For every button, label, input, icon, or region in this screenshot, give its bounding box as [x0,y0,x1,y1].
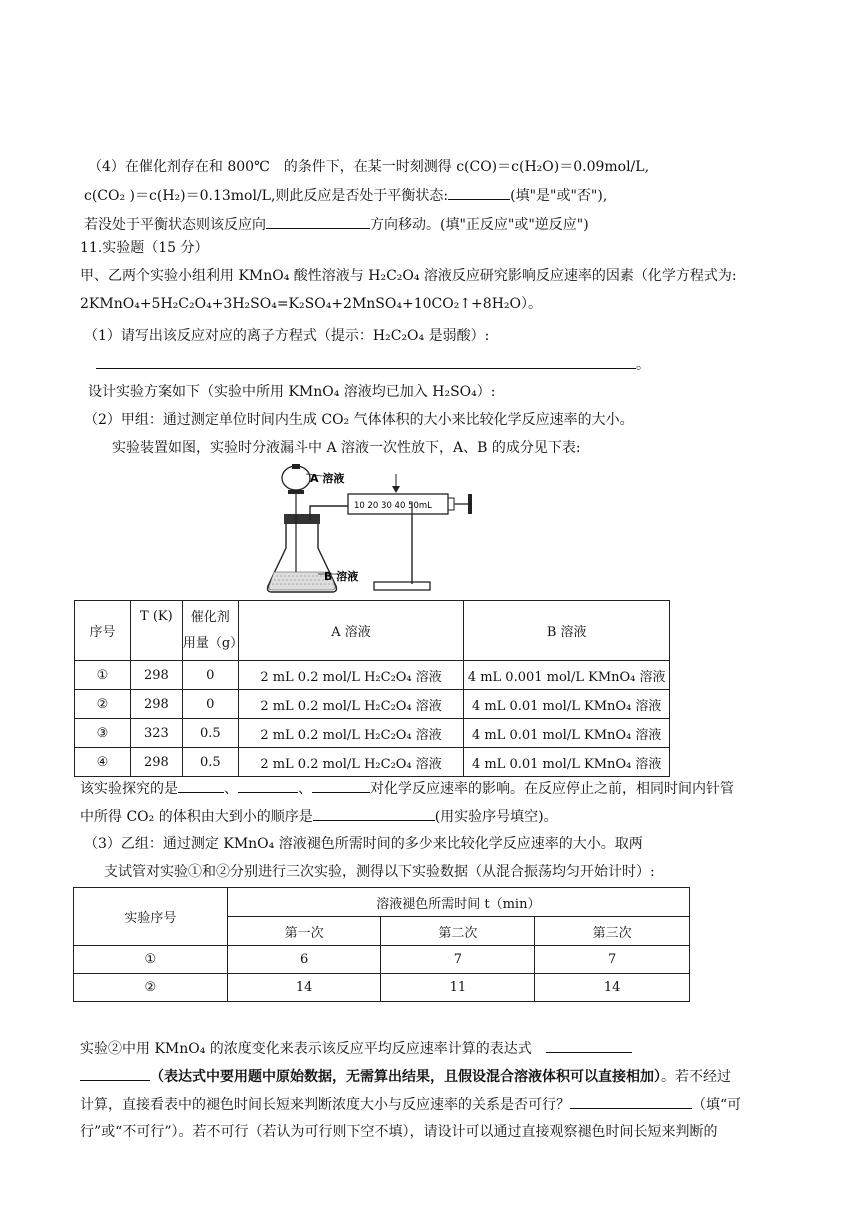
answer-blank[interactable] [266,214,370,229]
header-trial2: 第二次 [381,917,535,946]
q11-p2b: 实验装置如图，实验时分液漏斗中 A 溶液一次性放下，A、B 的成分见下表: [112,440,581,456]
table-row: ② 14 11 14 [74,974,690,1002]
q11-intro1: 甲、乙两个实验小组利用 KMnO₄ 酸性溶液与 H₂C₂O₄ 溶液反应研究影响反应速率的因素（化学方程式为: [80,268,737,284]
answer-blank[interactable] [96,354,636,369]
q11-p3: （3）乙组：通过测定 KMnO₄ 溶液褪色所需时间的多少来比较化学反应速率的大小。取两 [84,836,643,852]
after-table1-line1: 该实验探究的是 、 、 对化学反应速率的影响。在反应停止之前，相同时间内针管 [80,778,734,799]
answer-blank[interactable] [546,1038,632,1053]
time-table [73,887,690,1002]
answer-blank[interactable] [238,778,298,793]
final-line2: （表达式中要用题中原始数据，无需算出结果，且假设混合溶液体积可以直接相加）。若不经过 [80,1066,731,1087]
answer-blank[interactable] [570,1094,692,1109]
q11-p1: （1）请写出该反应对应的离子方程式（提示：H₂C₂O₄ 是弱酸）: [84,328,490,344]
table-row: ① 6 7 7 [74,946,690,974]
q11-p1-blank: 。 [96,354,650,375]
answer-blank[interactable] [178,778,224,793]
table-row: ④ 298 0.5 2 mL 0.2 mol/L H₂C₂O₄ 溶液 4 mL 0.01 mol/L KMnO₄ 溶液 [75,748,670,777]
table-row: ② 298 0 2 mL 0.2 mol/L H₂C₂O₄ 溶液 4 mL 0.01 mol/L KMnO₄ 溶液 [75,690,670,719]
q4-line3: 若没处于平衡状态则该反应向 方向移动。(填"正反应"或"逆反应") [84,214,589,235]
final-line1: 实验②中用 KMnO₄ 的浓度变化来表示该反应平均反应速率计算的表达式 [80,1038,632,1059]
header-trial3: 第三次 [535,917,690,946]
header-trial1: 第一次 [227,917,381,946]
answer-blank[interactable] [313,806,435,821]
table-row: ③ 323 0.5 2 mL 0.2 mol/L H₂C₂O₄ 溶液 4 mL 0.01 mol/L KMnO₄ 溶液 [75,719,670,748]
label-b: B 溶液 [324,570,359,583]
header-b: B 溶液 [464,601,670,661]
stopper-icon [284,514,320,524]
after-table1-line2: 中所得 CO₂ 的体积由大到小的顺序是 (用实验序号填空)。 [80,806,558,827]
funnel-icon [282,466,310,490]
header-catalyst: 催化剂 用量（g） [182,601,238,661]
apparatus-figure [262,462,482,598]
reagent-table [74,600,670,777]
table-row: ① 298 0 2 mL 0.2 mol/L H₂C₂O₄ 溶液 4 mL 0.001 mol/L KMnO₄ 溶液 [75,661,670,690]
q11-heading: 11.实验题（15 分） [80,240,209,256]
header-temp: T (K) [130,601,182,661]
q11-p3b: 支试管对实验①和②分别进行三次实验，测得以下实验数据（从混合振荡均匀开始计时）: [104,864,655,880]
answer-blank[interactable] [80,1066,150,1081]
header-a: A 溶液 [238,601,464,661]
header-index: 序号 [75,601,131,661]
header-exp: 实验序号 [74,888,228,946]
q4-line2: c(CO₂ )＝c(H₂)＝0.13mol/L,则此反应是否处于平衡状态: (填"是"或"否"), [84,185,607,206]
q11-intro2: 2KMnO₄+5H₂C₂O₄+3H₂SO₄=K₂SO₄+2MnSO₄+10CO₂↑+8H₂O）。 [80,296,542,312]
final-line4: 行”或“不可行”）。若不可行（若认为可行则下空不填），请设计可以通过直接观察褪色时间长短来判断的 [80,1124,718,1140]
header-time: 溶液褪色所需时间 t（min） [227,888,689,917]
q4-line1: （4）在催化剂存在和 800℃ 的条件下，在某一时刻测得 c(CO)＝c(H₂O)＝0.09mol/L, [88,159,650,175]
q11-design: 设计实验方案如下（实验中所用 KMnO₄ 溶液均已加入 H₂SO₄）: [88,384,496,400]
answer-blank[interactable] [448,185,510,200]
q11-p2: （2）甲组：通过测定单位时间内生成 CO₂ 气体体积的大小来比较化学反应速率的大小。 [84,412,634,428]
syringe-scale: 10 20 30 40 50mL [354,501,432,511]
final-line3: 计算，直接看表中的褪色时间长短来判断浓度大小与反应速率的关系是否可行？ （填“可 [80,1094,741,1115]
label-a: A 溶液 [310,472,345,485]
answer-blank[interactable] [312,778,370,793]
